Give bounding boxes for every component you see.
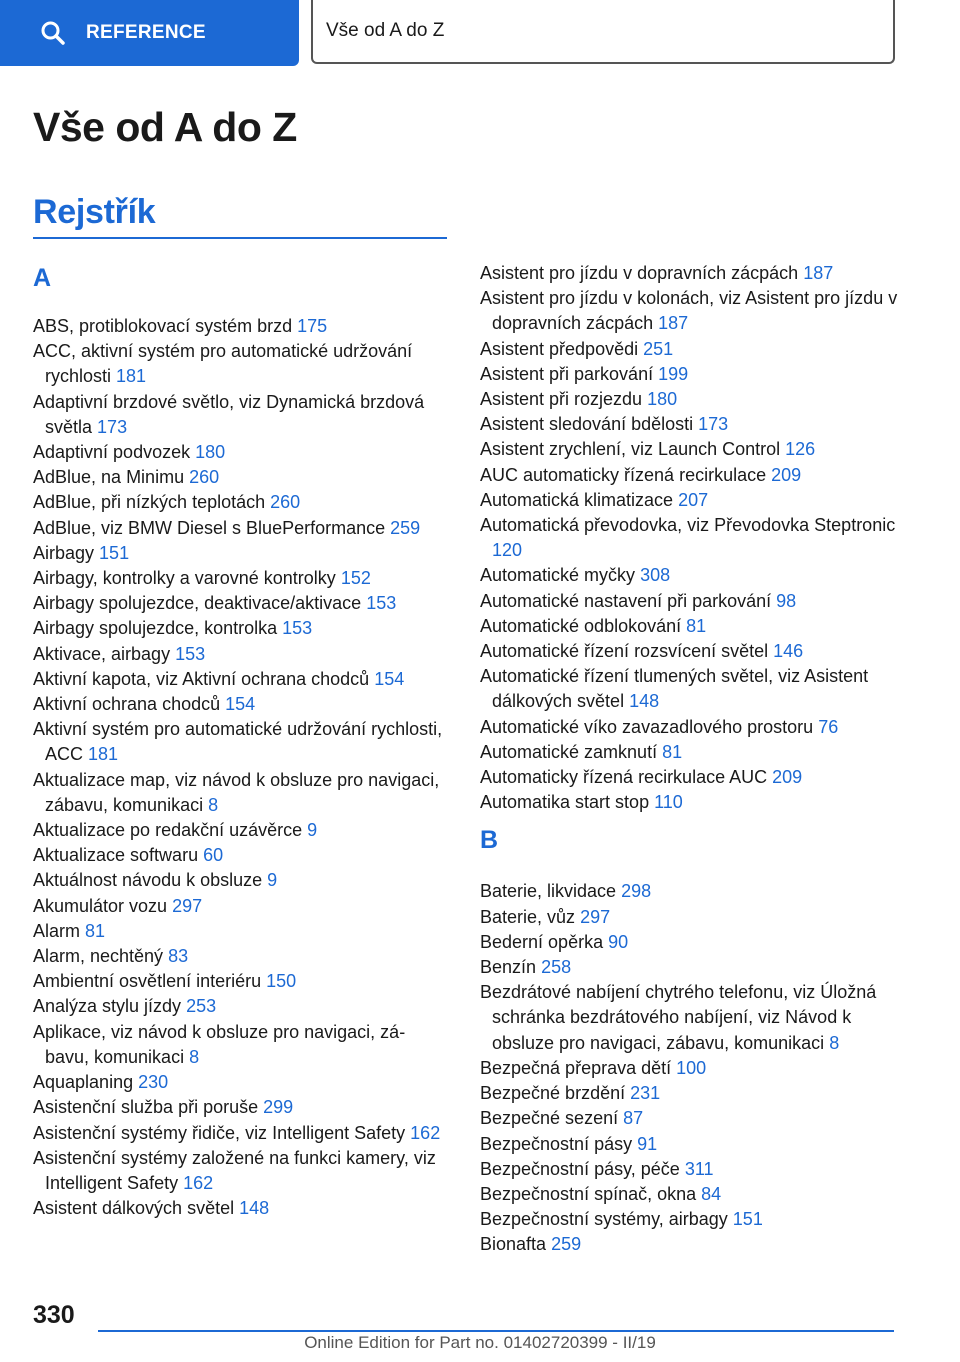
index-entry (33, 440, 443, 465)
section-title: Rejstřík (33, 193, 156, 231)
index-entry (480, 955, 910, 980)
index-entry (480, 930, 910, 955)
index-entry (33, 516, 443, 541)
index-entry-text: Automatické myčky (480, 565, 636, 586)
index-entry (33, 541, 443, 566)
page-link[interactable]: 81 (85, 920, 106, 941)
page-link[interactable]: 76 (818, 716, 839, 737)
page-link[interactable]: 110 (654, 792, 683, 813)
index-entry (480, 286, 910, 336)
index-entry (480, 879, 910, 904)
index-entry (33, 944, 443, 969)
top-bar (0, 0, 960, 66)
index-entry-text: Airbagy (33, 542, 95, 563)
index-entry (480, 463, 910, 488)
index-entry-text: Aplikace, viz návod k obsluze pro navigaci, zábavu, komunikaci (33, 1021, 406, 1067)
index-entry (33, 490, 443, 515)
index-entry (480, 437, 910, 462)
index-entry (480, 1132, 910, 1157)
page-link[interactable]: 87 (623, 1108, 644, 1129)
index-entry-text: Airbagy spolujezdce, kontrolka (33, 618, 278, 639)
index-entry-text: Aquaplaning (33, 1072, 134, 1093)
index-entry (480, 614, 910, 639)
index-entry (33, 894, 443, 919)
index-entry (33, 994, 443, 1019)
page-link[interactable]: 81 (662, 741, 683, 762)
index-entry-text: Asistenční systémy založené na funkci kamery, viz Intelligent Safety (33, 1147, 436, 1193)
index-entry-text: Baterie, vůz (480, 906, 576, 927)
page-link[interactable]: 187 (658, 313, 689, 334)
index-entry-text: Aktualizace po redakční uzávěrce (33, 820, 303, 841)
index-entry-text: Aktuálnost návodu k obsluze (33, 870, 263, 891)
index-entry-text: Bionafta (480, 1234, 547, 1255)
search-icon (40, 20, 66, 46)
page-link[interactable]: 209 (772, 767, 803, 788)
page-link[interactable]: 83 (168, 946, 189, 967)
page-link[interactable]: 173 (97, 416, 128, 437)
index-entry-text: Automaticky řízená recirkulace AUC (480, 767, 768, 788)
page-link[interactable]: 209 (771, 464, 802, 485)
index-entry (33, 642, 443, 667)
footer-divider (98, 1330, 894, 1332)
index-entry (480, 362, 910, 387)
index-entry (480, 639, 910, 664)
page-link[interactable]: 207 (678, 489, 709, 510)
page-link[interactable]: 180 (195, 442, 226, 463)
page-link[interactable]: 298 (621, 881, 652, 902)
index-entry (480, 563, 910, 588)
page-link[interactable]: 100 (676, 1057, 707, 1078)
index-entry (33, 843, 443, 868)
index-entry-text: Asistent předpovědi (480, 338, 639, 359)
index-entry (33, 1121, 443, 1146)
page-link[interactable]: 260 (189, 467, 220, 488)
index-entry-text: Bezpečnostní pásy (480, 1133, 633, 1154)
page-link[interactable]: 181 (116, 366, 147, 387)
page-link[interactable]: 90 (608, 931, 629, 952)
page-link[interactable]: 180 (647, 389, 678, 410)
page-link[interactable]: 299 (263, 1097, 294, 1118)
section-divider (33, 237, 447, 239)
page-link[interactable]: 8 (208, 794, 219, 815)
index-entry-text: ABS, protiblokovací systém brzd (33, 316, 293, 336)
index-entry-text: ACC, aktivní systém pro automatické udržování rychlosti (33, 341, 413, 387)
page-link[interactable]: 253 (186, 996, 217, 1017)
page-link[interactable]: 153 (282, 618, 313, 639)
page-link[interactable]: 154 (225, 694, 256, 715)
index-letter: A (33, 264, 52, 292)
index-entry (480, 980, 910, 1056)
index-entry-text: AUC automaticky řízená recirkulace (480, 464, 767, 485)
index-entry-text: Automatické víko zavazadlového prostoru (480, 716, 814, 737)
page-link[interactable]: 9 (267, 870, 278, 891)
index-entry (480, 488, 910, 513)
reference-button[interactable] (0, 0, 299, 66)
page-link[interactable]: 297 (172, 895, 203, 916)
index-entry (33, 919, 443, 944)
index-entry-text: Aktivace, airbagy (33, 643, 171, 664)
index-entry (33, 1070, 443, 1095)
index-entry-text: Alarm (33, 920, 81, 941)
index-entry-text: Aktualizace map, viz návod k obsluze pro navigaci, zábavu, komunikaci (33, 769, 440, 815)
page-link[interactable]: 297 (580, 906, 611, 927)
index-entry (480, 1106, 910, 1131)
page-link[interactable]: 81 (686, 615, 707, 636)
page-link[interactable]: 308 (640, 565, 671, 586)
page-link[interactable]: 173 (698, 414, 729, 435)
page-link[interactable]: 251 (643, 338, 674, 359)
page-link[interactable]: 258 (541, 957, 572, 978)
index-entry (480, 337, 910, 362)
index-entry (480, 261, 910, 286)
page-link[interactable]: 175 (297, 316, 328, 336)
index-letter: B (480, 826, 499, 855)
page-link[interactable]: 146 (773, 641, 804, 662)
page-link[interactable]: 231 (630, 1083, 661, 1104)
index-entry-text: Asistent zrychlení, viz Launch Control (480, 439, 781, 460)
page-link[interactable]: 153 (175, 643, 206, 664)
page-link[interactable]: 60 (203, 845, 224, 866)
index-entry-text: Aktivní ochrana chodců (33, 694, 221, 715)
index-entry (33, 1196, 443, 1221)
index-entry-text: Bederní opěrka (480, 931, 604, 952)
index-entry (33, 591, 443, 616)
index-entry-text: Bezpečné sezení (480, 1108, 619, 1129)
index-entry-text: Automatická klimatizace (480, 489, 674, 510)
index-entry (33, 868, 443, 893)
index-entry (480, 387, 910, 412)
index-entry (33, 768, 443, 818)
page-link[interactable]: 187 (803, 263, 834, 283)
reference-label: REFERENCE (86, 22, 206, 43)
page-title: Vše od A do Z (33, 104, 297, 150)
index-entry-text: Airbagy, kontrolky a varovné kontrolky (33, 568, 336, 589)
index-entry-text: Automatické nastavení při parkování (480, 590, 772, 611)
index-entry (33, 667, 443, 692)
index-entry (33, 314, 443, 339)
index-entry-text: AdBlue, na Minimu (33, 467, 185, 488)
page-link[interactable]: 120 (492, 540, 523, 561)
page-link[interactable]: 162 (410, 1122, 441, 1143)
index-entry-text: Asistenční služba při poruše (33, 1097, 259, 1118)
index-entry-text: Asistenční systémy řidiče, viz Intelligent Safety (33, 1122, 406, 1143)
index-entry (480, 905, 910, 930)
index-entry (480, 1232, 910, 1257)
index-entry-text: Bezpečnostní pásy, péče (480, 1158, 680, 1179)
index-entry (480, 412, 910, 437)
index-entry (480, 513, 910, 563)
index-entry (480, 1182, 910, 1207)
index-entry (480, 664, 910, 714)
index-entry-text: AdBlue, při nízkých teplotách (33, 492, 266, 513)
index-entry-text: Ambientní osvětlení interiéru (33, 971, 262, 992)
index-entry (480, 1157, 910, 1182)
page-link[interactable]: 91 (637, 1133, 658, 1154)
index-entry-text: Akumulátor vozu (33, 895, 168, 916)
index-entry (33, 465, 443, 490)
index-entry-text: Alarm, nechtěný (33, 946, 164, 967)
index-entry-text: Analýza stylu jízdy (33, 996, 182, 1017)
page-link[interactable]: 151 (732, 1209, 763, 1230)
breadcrumb (311, 0, 895, 64)
page-link[interactable]: 199 (658, 363, 689, 384)
index-entry (33, 566, 443, 591)
index-entry-text: Automatické řízení tlumených světel, viz Asistent dálkových světel (480, 666, 869, 712)
index-entry-text: Adaptivní podvozek (33, 442, 191, 463)
index-entry (480, 715, 910, 740)
index-entry (480, 589, 910, 614)
index-entry-text: Benzín (480, 957, 537, 978)
index-entry-text: Asistent pro jízdu v kolonách, viz Asistent pro jízdu v dopravních zácpách (480, 288, 898, 334)
index-entry-text: Asistent sledování bdělosti (480, 414, 694, 435)
page-link[interactable]: 152 (340, 568, 371, 589)
index-entry-text: Asistent dálkových světel (33, 1198, 235, 1219)
index-entry (480, 740, 910, 765)
index-entry-text: Bezpečná přeprava dětí (480, 1057, 672, 1078)
page-link[interactable]: 153 (366, 593, 397, 614)
page-link[interactable]: 148 (239, 1198, 270, 1219)
index-entry (33, 717, 443, 767)
index-entry-text: Bezpečné brzdění (480, 1083, 626, 1104)
index-entry-text: Bezpečnostní systémy, airbagy (480, 1209, 728, 1230)
page-link[interactable]: 148 (629, 691, 660, 712)
index-entry-text: Bezpečnostní spínač, okna (480, 1183, 697, 1204)
index-entry (33, 1146, 443, 1196)
page-link[interactable]: 154 (374, 668, 405, 689)
index-entry (33, 339, 443, 389)
index-entry-text: Automatické řízení rozsvícení světel (480, 641, 769, 662)
index-entry-text: Aktualizace softwaru (33, 845, 199, 866)
page-link[interactable]: 311 (684, 1158, 714, 1179)
footer-edition: Online Edition for Part no. 01402720399 - II/19 (304, 1333, 656, 1352)
index-entry-text: Asistent pro jízdu v dopravních zácpách (480, 263, 799, 283)
index-entry (33, 1020, 443, 1070)
index-entry (33, 1095, 443, 1120)
page-link[interactable]: 162 (183, 1172, 214, 1193)
index-entry (33, 969, 443, 994)
page-link[interactable]: 260 (270, 492, 301, 513)
index-entry (480, 765, 910, 790)
page-link[interactable]: 230 (138, 1072, 169, 1093)
breadcrumb-label: Vše od A do Z (326, 20, 445, 41)
index-entry-text: Automatické odblokování (480, 615, 682, 636)
index-entry-text: Aktivní kapota, viz Aktivní ochrana chodců (33, 668, 370, 689)
page-link[interactable]: 98 (776, 590, 797, 611)
page-link[interactable]: 259 (551, 1234, 582, 1255)
index-entry-text: Asistent při parkování (480, 363, 654, 384)
page-link[interactable]: 126 (785, 439, 816, 460)
page-link[interactable]: 181 (88, 744, 119, 765)
index-entry (480, 1081, 910, 1106)
page-number: 330 (33, 1301, 75, 1329)
index-entry (480, 1207, 910, 1232)
index-entry-text: Adaptivní brzdové světlo, viz Dynamická brzdová světla (33, 391, 425, 437)
index-entry (480, 1056, 910, 1081)
index-entry-text: AdBlue, viz BMW Diesel s BluePerformance (33, 517, 386, 538)
index-entry (33, 390, 443, 440)
index-entry-text: Airbagy spolujezdce, deaktivace/aktivace (33, 593, 362, 614)
index-entry-text: Baterie, likvidace (480, 881, 617, 902)
index-entry-text: Aktivní systém pro automatické udržování rychlosti, ACC (33, 719, 443, 765)
index-entry-text: Automatika start stop (480, 792, 650, 813)
index-column-left (33, 263, 443, 1221)
index-entry-text: Asistent při rozjezdu (480, 389, 643, 410)
index-entry (33, 616, 443, 641)
page-link[interactable]: 84 (701, 1183, 722, 1204)
page-link[interactable]: 151 (99, 542, 130, 563)
page-link[interactable]: 259 (390, 517, 421, 538)
index-column-right (480, 261, 910, 1258)
index-entry (33, 818, 443, 843)
page-link[interactable]: 150 (266, 971, 297, 992)
index-entry (33, 692, 443, 717)
index-entry-text: Bezdrátové nabíjení chytrého telefonu, viz Úložná schránka bezdrátového nabíjení, viz Návod k obsluze pro navigaci, zábavu, komunikaci (480, 982, 877, 1053)
page-link[interactable]: 8 (189, 1046, 200, 1067)
page-link[interactable]: 9 (307, 820, 318, 841)
index-entry-text: Automatické zamknutí (480, 741, 658, 762)
index-entry (480, 790, 910, 815)
page-link[interactable]: 8 (829, 1032, 840, 1053)
index-entry-text: Automatická převodovka, viz Převodovka Steptronic (480, 515, 896, 536)
